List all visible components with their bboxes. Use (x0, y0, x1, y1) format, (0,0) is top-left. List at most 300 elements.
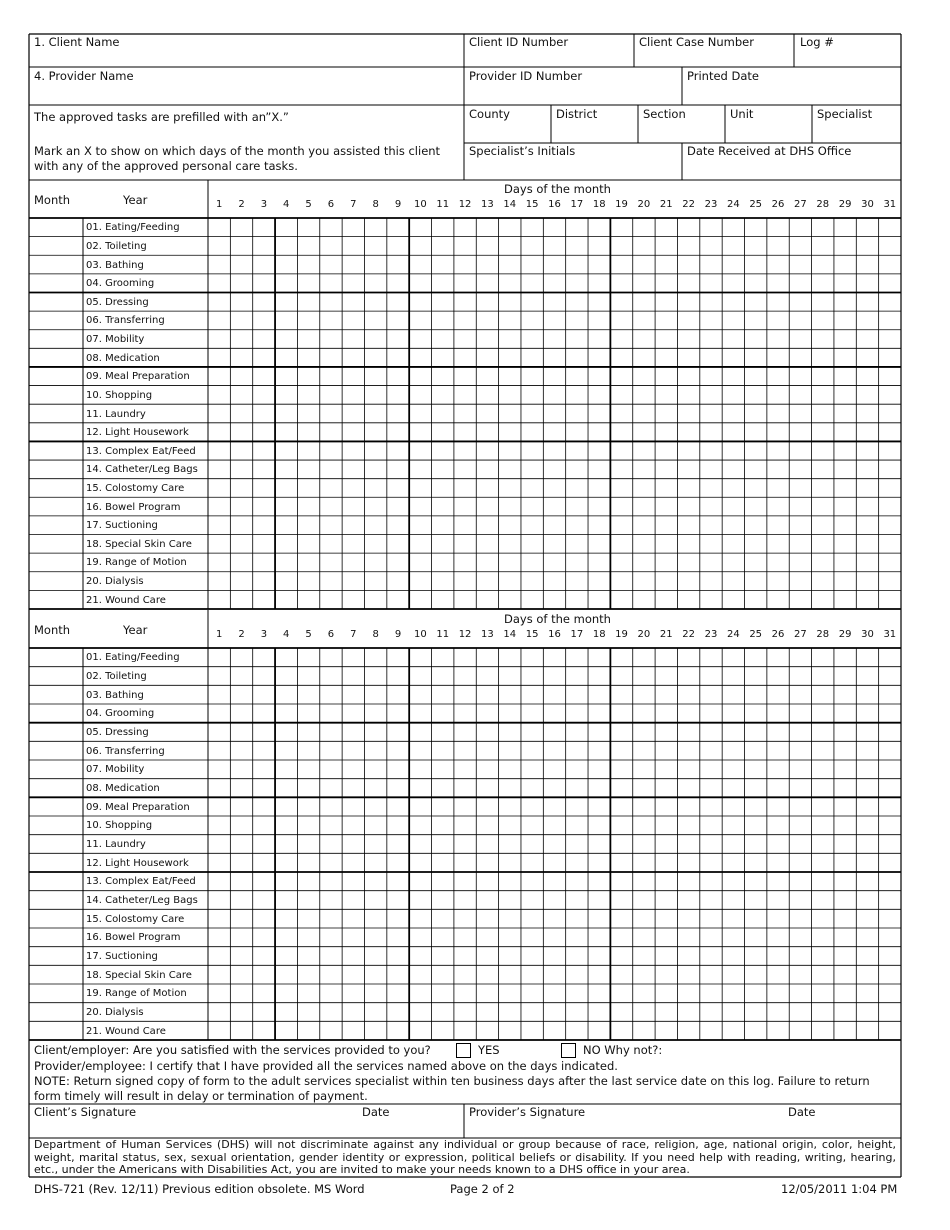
day-cell[interactable] (700, 816, 722, 835)
day-cell[interactable] (253, 590, 275, 609)
day-cell[interactable] (879, 1003, 901, 1022)
day-cell[interactable] (230, 330, 252, 349)
day-cell[interactable] (633, 965, 655, 984)
day-cell[interactable] (543, 516, 565, 535)
day-cell[interactable] (387, 779, 409, 798)
day-cell[interactable] (834, 1021, 856, 1040)
day-cell[interactable] (208, 667, 230, 686)
day-cell[interactable] (499, 274, 521, 293)
day-cell[interactable] (655, 797, 677, 816)
day-cell[interactable] (521, 423, 543, 442)
day-cell[interactable] (275, 460, 297, 479)
day-cell[interactable] (789, 685, 811, 704)
day-cell[interactable] (722, 274, 744, 293)
day-cell[interactable] (588, 441, 610, 460)
day-cell[interactable] (364, 386, 386, 405)
day-cell[interactable] (566, 330, 588, 349)
day-cell[interactable] (767, 404, 789, 423)
day-cell[interactable] (767, 348, 789, 367)
day-cell[interactable] (610, 891, 632, 910)
day-cell[interactable] (856, 553, 878, 572)
day-cell[interactable] (745, 965, 767, 984)
day-cell[interactable] (700, 1021, 722, 1040)
day-cell[interactable] (499, 965, 521, 984)
day-cell[interactable] (655, 984, 677, 1003)
day-cell[interactable] (610, 367, 632, 386)
day-cell[interactable] (700, 760, 722, 779)
month-cell[interactable] (29, 311, 83, 330)
day-cell[interactable] (633, 423, 655, 442)
day-cell[interactable] (454, 965, 476, 984)
day-cell[interactable] (320, 760, 342, 779)
day-cell[interactable] (700, 330, 722, 349)
day-cell[interactable] (834, 237, 856, 256)
day-cell[interactable] (610, 872, 632, 891)
day-cell[interactable] (677, 535, 699, 554)
day-cell[interactable] (275, 572, 297, 591)
day-cell[interactable] (856, 723, 878, 742)
day-cell[interactable] (342, 648, 364, 667)
day-cell[interactable] (633, 835, 655, 854)
day-cell[interactable] (432, 479, 454, 498)
day-cell[interactable] (677, 984, 699, 1003)
day-cell[interactable] (745, 909, 767, 928)
day-cell[interactable] (566, 218, 588, 237)
day-cell[interactable] (745, 667, 767, 686)
day-cell[interactable] (767, 1003, 789, 1022)
day-cell[interactable] (253, 292, 275, 311)
day-cell[interactable] (677, 516, 699, 535)
day-cell[interactable] (856, 590, 878, 609)
day-cell[interactable] (320, 909, 342, 928)
day-cell[interactable] (543, 330, 565, 349)
day-cell[interactable] (409, 367, 431, 386)
day-cell[interactable] (722, 590, 744, 609)
day-cell[interactable] (610, 704, 632, 723)
day-cell[interactable] (342, 816, 364, 835)
day-cell[interactable] (320, 516, 342, 535)
day-cell[interactable] (812, 404, 834, 423)
day-cell[interactable] (879, 218, 901, 237)
day-cell[interactable] (789, 928, 811, 947)
day-cell[interactable] (230, 367, 252, 386)
day-cell[interactable] (342, 685, 364, 704)
day-cell[interactable] (834, 667, 856, 686)
day-cell[interactable] (476, 479, 498, 498)
day-cell[interactable] (633, 853, 655, 872)
day-cell[interactable] (677, 648, 699, 667)
day-cell[interactable] (633, 685, 655, 704)
day-cell[interactable] (454, 274, 476, 293)
day-cell[interactable] (856, 984, 878, 1003)
day-cell[interactable] (812, 479, 834, 498)
day-cell[interactable] (320, 1021, 342, 1040)
day-cell[interactable] (745, 984, 767, 1003)
day-cell[interactable] (454, 330, 476, 349)
day-cell[interactable] (387, 572, 409, 591)
day-cell[interactable] (454, 648, 476, 667)
day-cell[interactable] (320, 984, 342, 1003)
day-cell[interactable] (767, 760, 789, 779)
day-cell[interactable] (879, 479, 901, 498)
day-cell[interactable] (275, 835, 297, 854)
day-cell[interactable] (745, 928, 767, 947)
day-cell[interactable] (789, 311, 811, 330)
day-cell[interactable] (208, 497, 230, 516)
day-cell[interactable] (543, 1003, 565, 1022)
day-cell[interactable] (767, 423, 789, 442)
day-cell[interactable] (633, 460, 655, 479)
day-cell[interactable] (655, 704, 677, 723)
day-cell[interactable] (588, 853, 610, 872)
day-cell[interactable] (409, 497, 431, 516)
day-cell[interactable] (700, 460, 722, 479)
day-cell[interactable] (342, 909, 364, 928)
day-cell[interactable] (297, 760, 319, 779)
day-cell[interactable] (230, 553, 252, 572)
day-cell[interactable] (543, 553, 565, 572)
day-cell[interactable] (588, 255, 610, 274)
day-cell[interactable] (432, 872, 454, 891)
day-cell[interactable] (342, 311, 364, 330)
day-cell[interactable] (275, 311, 297, 330)
day-cell[interactable] (856, 928, 878, 947)
day-cell[interactable] (610, 218, 632, 237)
day-cell[interactable] (454, 497, 476, 516)
day-cell[interactable] (320, 367, 342, 386)
day-cell[interactable] (387, 723, 409, 742)
day-cell[interactable] (476, 311, 498, 330)
day-cell[interactable] (700, 348, 722, 367)
day-cell[interactable] (767, 685, 789, 704)
day-cell[interactable] (879, 928, 901, 947)
day-cell[interactable] (722, 367, 744, 386)
day-cell[interactable] (543, 497, 565, 516)
day-cell[interactable] (521, 572, 543, 591)
day-cell[interactable] (655, 404, 677, 423)
day-cell[interactable] (476, 255, 498, 274)
day-cell[interactable] (230, 872, 252, 891)
day-cell[interactable] (499, 497, 521, 516)
day-cell[interactable] (275, 423, 297, 442)
day-cell[interactable] (342, 723, 364, 742)
day-cell[interactable] (700, 947, 722, 966)
day-cell[interactable] (566, 274, 588, 293)
day-cell[interactable] (677, 423, 699, 442)
day-cell[interactable] (387, 516, 409, 535)
day-cell[interactable] (253, 779, 275, 798)
day-cell[interactable] (476, 590, 498, 609)
day-cell[interactable] (476, 779, 498, 798)
day-cell[interactable] (834, 553, 856, 572)
day-cell[interactable] (700, 590, 722, 609)
day-cell[interactable] (476, 1021, 498, 1040)
day-cell[interactable] (588, 928, 610, 947)
day-cell[interactable] (722, 516, 744, 535)
day-cell[interactable] (812, 348, 834, 367)
month-cell[interactable] (29, 590, 83, 609)
day-cell[interactable] (253, 553, 275, 572)
day-cell[interactable] (767, 723, 789, 742)
day-cell[interactable] (633, 872, 655, 891)
day-cell[interactable] (387, 965, 409, 984)
day-cell[interactable] (543, 348, 565, 367)
day-cell[interactable] (700, 311, 722, 330)
day-cell[interactable] (432, 909, 454, 928)
day-cell[interactable] (253, 348, 275, 367)
day-cell[interactable] (521, 741, 543, 760)
day-cell[interactable] (476, 797, 498, 816)
day-cell[interactable] (275, 984, 297, 1003)
day-cell[interactable] (767, 330, 789, 349)
day-cell[interactable] (543, 947, 565, 966)
day-cell[interactable] (387, 947, 409, 966)
day-cell[interactable] (566, 404, 588, 423)
day-cell[interactable] (364, 348, 386, 367)
day-cell[interactable] (655, 723, 677, 742)
day-cell[interactable] (789, 853, 811, 872)
day-cell[interactable] (454, 909, 476, 928)
day-cell[interactable] (789, 237, 811, 256)
day-cell[interactable] (789, 590, 811, 609)
day-cell[interactable] (253, 909, 275, 928)
day-cell[interactable] (275, 891, 297, 910)
day-cell[interactable] (722, 479, 744, 498)
day-cell[interactable] (342, 460, 364, 479)
month-cell[interactable] (29, 1003, 83, 1022)
day-cell[interactable] (588, 685, 610, 704)
day-cell[interactable] (275, 404, 297, 423)
day-cell[interactable] (230, 497, 252, 516)
day-cell[interactable] (432, 928, 454, 947)
day-cell[interactable] (521, 853, 543, 872)
day-cell[interactable] (499, 667, 521, 686)
day-cell[interactable] (230, 423, 252, 442)
day-cell[interactable] (208, 947, 230, 966)
day-cell[interactable] (364, 497, 386, 516)
day-cell[interactable] (409, 909, 431, 928)
day-cell[interactable] (677, 779, 699, 798)
day-cell[interactable] (297, 460, 319, 479)
day-cell[interactable] (387, 741, 409, 760)
day-cell[interactable] (275, 479, 297, 498)
day-cell[interactable] (655, 667, 677, 686)
day-cell[interactable] (364, 367, 386, 386)
day-cell[interactable] (208, 367, 230, 386)
day-cell[interactable] (767, 311, 789, 330)
day-cell[interactable] (745, 441, 767, 460)
day-cell[interactable] (767, 218, 789, 237)
day-cell[interactable] (253, 516, 275, 535)
day-cell[interactable] (879, 274, 901, 293)
day-cell[interactable] (879, 330, 901, 349)
day-cell[interactable] (230, 741, 252, 760)
day-cell[interactable] (566, 835, 588, 854)
day-cell[interactable] (588, 1003, 610, 1022)
day-cell[interactable] (253, 479, 275, 498)
day-cell[interactable] (834, 311, 856, 330)
day-cell[interactable] (677, 872, 699, 891)
day-cell[interactable] (633, 292, 655, 311)
day-cell[interactable] (253, 572, 275, 591)
month-cell[interactable] (29, 723, 83, 742)
day-cell[interactable] (320, 965, 342, 984)
day-cell[interactable] (677, 685, 699, 704)
day-cell[interactable] (655, 423, 677, 442)
day-cell[interactable] (812, 685, 834, 704)
day-cell[interactable] (208, 872, 230, 891)
day-cell[interactable] (879, 497, 901, 516)
day-cell[interactable] (454, 386, 476, 405)
day-cell[interactable] (566, 367, 588, 386)
day-cell[interactable] (834, 386, 856, 405)
day-cell[interactable] (879, 255, 901, 274)
day-cell[interactable] (722, 330, 744, 349)
day-cell[interactable] (655, 1003, 677, 1022)
day-cell[interactable] (745, 479, 767, 498)
day-cell[interactable] (320, 741, 342, 760)
day-cell[interactable] (789, 947, 811, 966)
day-cell[interactable] (588, 797, 610, 816)
day-cell[interactable] (320, 330, 342, 349)
day-cell[interactable] (364, 853, 386, 872)
day-cell[interactable] (409, 404, 431, 423)
day-cell[interactable] (655, 685, 677, 704)
day-cell[interactable] (409, 330, 431, 349)
day-cell[interactable] (387, 386, 409, 405)
day-cell[interactable] (789, 479, 811, 498)
day-cell[interactable] (722, 872, 744, 891)
day-cell[interactable] (499, 516, 521, 535)
day-cell[interactable] (879, 348, 901, 367)
day-cell[interactable] (812, 441, 834, 460)
day-cell[interactable] (812, 553, 834, 572)
day-cell[interactable] (566, 872, 588, 891)
day-cell[interactable] (521, 797, 543, 816)
day-cell[interactable] (543, 1021, 565, 1040)
day-cell[interactable] (409, 274, 431, 293)
day-cell[interactable] (521, 947, 543, 966)
day-cell[interactable] (364, 816, 386, 835)
day-cell[interactable] (364, 292, 386, 311)
day-cell[interactable] (387, 1003, 409, 1022)
day-cell[interactable] (610, 348, 632, 367)
day-cell[interactable] (834, 218, 856, 237)
month-cell[interactable] (29, 460, 83, 479)
day-cell[interactable] (610, 685, 632, 704)
day-cell[interactable] (633, 553, 655, 572)
day-cell[interactable] (476, 909, 498, 928)
day-cell[interactable] (856, 274, 878, 293)
day-cell[interactable] (454, 947, 476, 966)
day-cell[interactable] (275, 255, 297, 274)
day-cell[interactable] (521, 218, 543, 237)
day-cell[interactable] (566, 497, 588, 516)
day-cell[interactable] (208, 816, 230, 835)
day-cell[interactable] (409, 590, 431, 609)
day-cell[interactable] (700, 779, 722, 798)
day-cell[interactable] (588, 460, 610, 479)
day-cell[interactable] (208, 760, 230, 779)
day-cell[interactable] (655, 479, 677, 498)
day-cell[interactable] (588, 984, 610, 1003)
day-cell[interactable] (409, 872, 431, 891)
day-cell[interactable] (745, 853, 767, 872)
day-cell[interactable] (208, 1021, 230, 1040)
day-cell[interactable] (722, 760, 744, 779)
day-cell[interactable] (789, 441, 811, 460)
day-cell[interactable] (454, 667, 476, 686)
day-cell[interactable] (856, 853, 878, 872)
day-cell[interactable] (789, 760, 811, 779)
day-cell[interactable] (387, 590, 409, 609)
day-cell[interactable] (342, 947, 364, 966)
day-cell[interactable] (588, 648, 610, 667)
day-cell[interactable] (677, 274, 699, 293)
day-cell[interactable] (677, 667, 699, 686)
day-cell[interactable] (655, 1021, 677, 1040)
day-cell[interactable] (722, 648, 744, 667)
day-cell[interactable] (543, 685, 565, 704)
day-cell[interactable] (812, 590, 834, 609)
day-cell[interactable] (722, 853, 744, 872)
day-cell[interactable] (745, 891, 767, 910)
day-cell[interactable] (700, 218, 722, 237)
day-cell[interactable] (879, 816, 901, 835)
day-cell[interactable] (700, 1003, 722, 1022)
day-cell[interactable] (543, 835, 565, 854)
day-cell[interactable] (208, 797, 230, 816)
day-cell[interactable] (297, 218, 319, 237)
day-cell[interactable] (633, 535, 655, 554)
day-cell[interactable] (856, 760, 878, 779)
day-cell[interactable] (588, 274, 610, 293)
day-cell[interactable] (476, 648, 498, 667)
day-cell[interactable] (230, 723, 252, 742)
month-cell[interactable] (29, 816, 83, 835)
day-cell[interactable] (745, 292, 767, 311)
day-cell[interactable] (745, 1021, 767, 1040)
day-cell[interactable] (364, 704, 386, 723)
day-cell[interactable] (521, 479, 543, 498)
day-cell[interactable] (253, 741, 275, 760)
day-cell[interactable] (543, 237, 565, 256)
day-cell[interactable] (275, 218, 297, 237)
day-cell[interactable] (767, 535, 789, 554)
day-cell[interactable] (588, 497, 610, 516)
day-cell[interactable] (700, 553, 722, 572)
day-cell[interactable] (409, 516, 431, 535)
day-cell[interactable] (633, 497, 655, 516)
day-cell[interactable] (789, 909, 811, 928)
day-cell[interactable] (364, 723, 386, 742)
day-cell[interactable] (700, 274, 722, 293)
day-cell[interactable] (677, 723, 699, 742)
day-cell[interactable] (364, 741, 386, 760)
day-cell[interactable] (432, 367, 454, 386)
day-cell[interactable] (387, 1021, 409, 1040)
day-cell[interactable] (588, 835, 610, 854)
day-cell[interactable] (655, 872, 677, 891)
day-cell[interactable] (432, 386, 454, 405)
day-cell[interactable] (409, 479, 431, 498)
day-cell[interactable] (812, 386, 834, 405)
day-cell[interactable] (432, 648, 454, 667)
day-cell[interactable] (409, 423, 431, 442)
day-cell[interactable] (745, 348, 767, 367)
day-cell[interactable] (588, 891, 610, 910)
day-cell[interactable] (588, 516, 610, 535)
